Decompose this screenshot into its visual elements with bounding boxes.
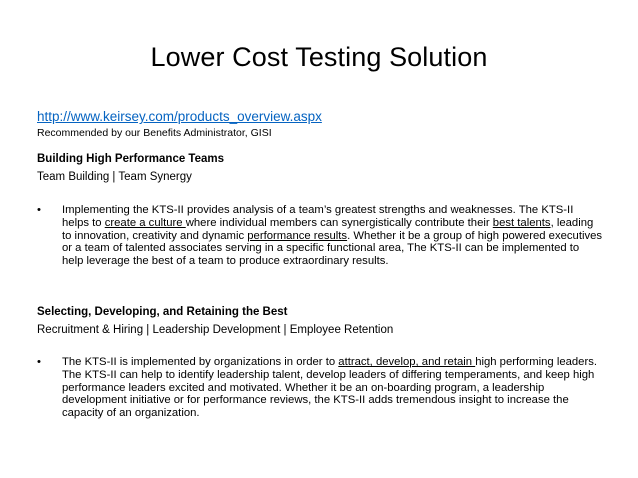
- text-run: high performing leaders. The KTS-II can help to identify leadership talent, develop leaders of differing temperaments, and keep high performance leaders excited and motivated. Whether it be an on-boarding program, a leadership development initiative or for performance reviews, the KTS-II adds tremendous insight to increase the capacity of an organization.: [62, 356, 598, 420]
- text-run: Implementing the KTS-II provides analysis of a team’s greatest strengths and weaknesses. The KTS-II helps to: [62, 204, 574, 229]
- bullet-text-selecting: [62, 356, 603, 420]
- bullet-marker: •: [37, 356, 41, 368]
- section-subtitle-selecting: Recruitment & Hiring | Leadership Development | Employee Retention: [37, 324, 394, 336]
- bullet-item-selecting: [37, 356, 603, 420]
- underlined-phrase: create a culture: [104, 216, 186, 229]
- underlined-phrase: best talents: [492, 216, 551, 229]
- bullet-marker: •: [37, 204, 41, 216]
- text-run: . Whether it be a group of high powered executives or a team of talented associates serving in a specific functional area, The KTS-II can be implemented to help leverage the best of a team to produce extraordinary results.: [62, 229, 603, 268]
- text-run: The KTS-II is implemented by organizations in order to: [62, 356, 339, 368]
- slide-title: Lower Cost Testing Solution: [150, 42, 488, 72]
- underlined-phrase: performance results: [247, 229, 348, 242]
- section-heading-selecting: Selecting, Developing, and Retaining the Best: [37, 306, 288, 318]
- bullet-text-teams: [62, 204, 603, 268]
- section-subtitle-teams: Team Building | Team Synergy: [37, 171, 192, 183]
- text-run: , leading to innovation, creativity and dynamic: [62, 216, 594, 242]
- recommended-note: Recommended by our Benefits Administrator, GISI: [37, 127, 272, 139]
- bullet-item-teams: [37, 204, 603, 268]
- text-run: where individual members can synergistically contribute their: [185, 216, 493, 229]
- keirsey-products-link[interactable]: http://www.keirsey.com/products_overview.aspx: [37, 109, 322, 124]
- underlined-phrase: attract, develop, and retain: [338, 356, 476, 368]
- section-heading-teams: Building High Performance Teams: [37, 153, 225, 165]
